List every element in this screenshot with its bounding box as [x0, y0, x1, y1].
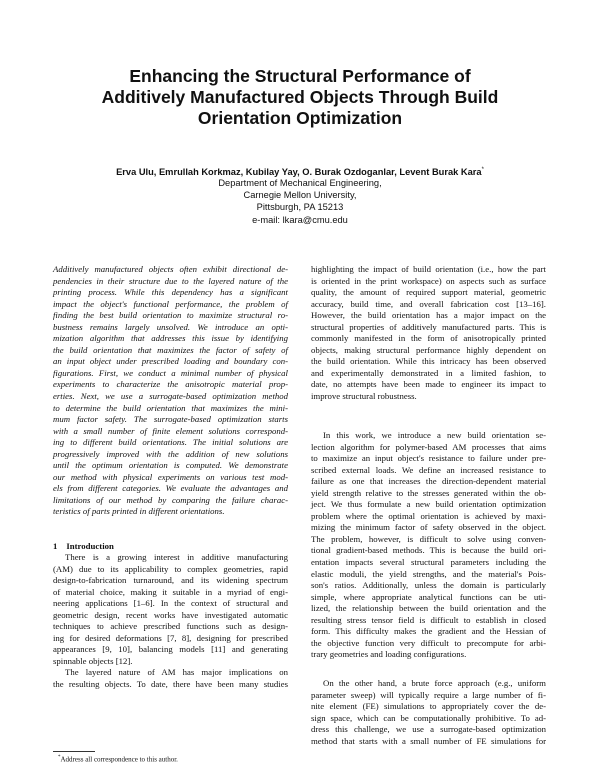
text-line: failure as one that increases the direction-dependent material — [311, 476, 546, 487]
affiliation-email: e-mail: lkara@cmu.edu — [252, 214, 348, 225]
affiliation-department: Department of Mechanical Engineering, — [218, 178, 382, 188]
text-line: However, the build orientation has a major impact on the — [311, 310, 546, 321]
text-line: bustness remains largely unsolved. We introduce an opti- — [53, 321, 288, 332]
text-line: improve structural robustness. — [311, 391, 417, 402]
text-line: the resulting objects. To date, there have been many studies — [53, 679, 288, 690]
affiliation — [60, 177, 540, 226]
introduction-body — [53, 552, 288, 691]
text-line: objects, making structural performance highly dependent on — [311, 344, 546, 355]
text-line: son's ratios. Additionally, unless the domain is particularly — [311, 580, 546, 591]
text-line: accuracy, build time, and overall fabrication cost [13–16]. — [311, 298, 546, 309]
text-line: commonly manifested in the form of anisotropically printed — [311, 333, 546, 344]
footnote-rule — [53, 751, 95, 752]
footnote-mark: * — [58, 755, 61, 760]
text-line: structural properties of additively manufactured parts. This is — [311, 321, 546, 332]
text-line: impact the object's functional performance, the problem of — [53, 298, 288, 309]
title-line: Additively Manufactured Objects Through Build — [101, 87, 499, 107]
text-line: scribed external loads. We define an increased resistance to — [311, 464, 546, 475]
text-line: mizing the minimum factor of safety observed in the object. — [311, 522, 546, 533]
text-line: In this work, we introduce a new build orientation se- — [323, 430, 546, 440]
section-title: Introduction — [66, 541, 114, 551]
right-column-paragraph-3 — [311, 678, 546, 747]
text-line: and experimentally demonstrated in a limited fashion, to — [311, 367, 546, 378]
text-line: elastic moduli, the yield strengths, and the material's Pois- — [311, 568, 546, 579]
text-line: The layered nature of AM has major implications on — [65, 667, 288, 678]
text-line: neering applications [1–6]. In the context of structural and — [53, 598, 288, 609]
text-line: to maximize an input object's resistance to failure under pre- — [311, 453, 546, 464]
text-line: tional gradient-based methods. This is because the build ori- — [311, 545, 546, 556]
text-line: nite element (FE) simulations to appropriately cover the de- — [311, 701, 546, 712]
abstract — [53, 264, 288, 518]
text-line: mization algorithm that addresses this issue by identifying — [53, 333, 288, 344]
text-line: pendencies in their structure due to the layered nature of the — [53, 275, 288, 286]
author-mark: * — [481, 167, 484, 173]
text-line: quality, the amount of required support material, geometric — [311, 287, 546, 298]
footnote — [58, 753, 178, 764]
text-line: highlighting the impact of build orientation (i.e., how the part — [311, 264, 546, 274]
text-line: the build orientation. While this intricacy has been observed — [311, 356, 546, 367]
text-line: printing process. While this dependency has a significant — [53, 287, 288, 298]
text-line: problem where the optimal orientation is achieved by maxi- — [311, 510, 546, 521]
right-column-paragraph-1 — [311, 264, 546, 403]
text-line: mum factor safety. The surrogate-based optimization starts — [53, 414, 288, 425]
text-line: entation impacts several structural parameters including the — [311, 557, 546, 568]
text-line: figurations. First, we conduct a minimal number of physical — [53, 367, 288, 378]
text-line: the build orientation that maximizes the factor of safety of — [53, 344, 288, 355]
text-line: of material choice, making it suitable in a myriad of engi- — [53, 586, 288, 597]
text-line: parameter sweep) will typically require a large number of fi- — [311, 689, 546, 700]
text-line: trary geometries and loading configurations. — [311, 649, 467, 660]
text-line: finding the best build orientation to maximize structural ro- — [53, 310, 288, 321]
affiliation-university: Carnegie Mellon University, — [243, 190, 357, 201]
text-line: the objective function very difficult to precompute for arbi- — [311, 637, 546, 648]
text-line: techniques to achieve prescribed functions such as design- — [53, 621, 288, 632]
text-line: ject. We thus formulate a new build orientation optimization — [311, 499, 546, 510]
text-line: date, no attempts have been made to engineer its impact to — [311, 379, 546, 390]
text-line: design-to-fabrication turnaround, and its widening spectrum — [53, 575, 288, 586]
text-line: els from different categories. We evaluate the advantages and — [53, 483, 288, 494]
text-line: Additively manufactured objects often exhibit directional de- — [53, 264, 288, 274]
text-line: ing for desired deformations [7, 8], designing for prescribed — [53, 632, 288, 643]
affiliation-city: Pittsburgh, PA 15213 — [256, 202, 344, 213]
text-line: method that starts with a small number of FE simulations for — [311, 735, 546, 746]
text-line: limitations of our method by comparing the failure charac- — [53, 494, 288, 505]
text-line: ing to different build orientations. The initial solutions are — [53, 437, 288, 448]
text-line: an input object under prescribed loading and boundary con- — [53, 356, 288, 367]
text-line: with a small number of finite element solutions correspond- — [53, 425, 288, 436]
text-line: yield strength relative to the stresses generated within the ob- — [311, 487, 546, 498]
text-line: teristics of parts printed in different orientations. — [53, 506, 225, 517]
text-line: geometric design, recent works have investigated automatic — [53, 609, 288, 620]
text-line: (AM) due to its applicability to complex geometries, rapid — [53, 563, 288, 574]
text-line: resulting stress tensor field is difficult to establish in closed — [311, 614, 546, 625]
text-line: On the other hand, a brute force approach (e.g., uniform — [323, 678, 546, 688]
text-line: our method with physical experiments on various test mod- — [53, 471, 288, 482]
text-line: sign space, which can be computationally prohibitive. To ad- — [311, 712, 546, 723]
title-line: Orientation Optimization — [197, 108, 403, 128]
text-line: erties. Next, we use a surrogate-based optimization method — [53, 391, 288, 402]
right-column-paragraph-2 — [311, 430, 546, 661]
text-line: spinnable objects [12]. — [53, 655, 133, 666]
text-line: simple, where appropriate analytical functions can be uti- — [311, 591, 546, 602]
text-line: appearances [9, 10], balancing models [11] and generating — [53, 644, 288, 655]
author-list — [60, 164, 540, 178]
text-line: to determine the build orientation that maximizes the mini- — [53, 402, 288, 413]
text-line: experiments to characterize the anisotropic material prop- — [53, 379, 288, 390]
text-line: There is a growing interest in additive manufacturing — [65, 552, 288, 562]
text-line: lection algorithm for polymer-based AM processes that aims — [311, 441, 546, 452]
text-line: progressively improved with the addition of new solutions — [53, 448, 288, 459]
section-number: 1 — [53, 541, 58, 551]
footnote-text: Address all correspondence to this author. — [60, 755, 178, 764]
author-names: Erva Ulu, Emrullah Korkmaz, Kubilay Yay, O. Burak Ozdoganlar, Levent Burak Kara — [116, 167, 482, 178]
text-line: The problem, however, is difficult to solve using conven- — [311, 533, 546, 544]
text-line: until the optimum orientation is computed. We demonstrate — [53, 460, 288, 471]
section-heading — [53, 541, 123, 551]
text-line: dress this challenge, we use a surrogate-based optimization — [311, 724, 546, 735]
title-line: Enhancing the Structural Performance of — [129, 66, 471, 86]
paper-title — [60, 66, 540, 129]
text-line: lized, the relationship between the build orientation and the — [311, 603, 546, 614]
text-line: is oriented in the print workspace) on aspects such as surface — [311, 275, 546, 286]
text-line: form. This difficulty makes the gradient and the Hessian of — [311, 626, 546, 637]
